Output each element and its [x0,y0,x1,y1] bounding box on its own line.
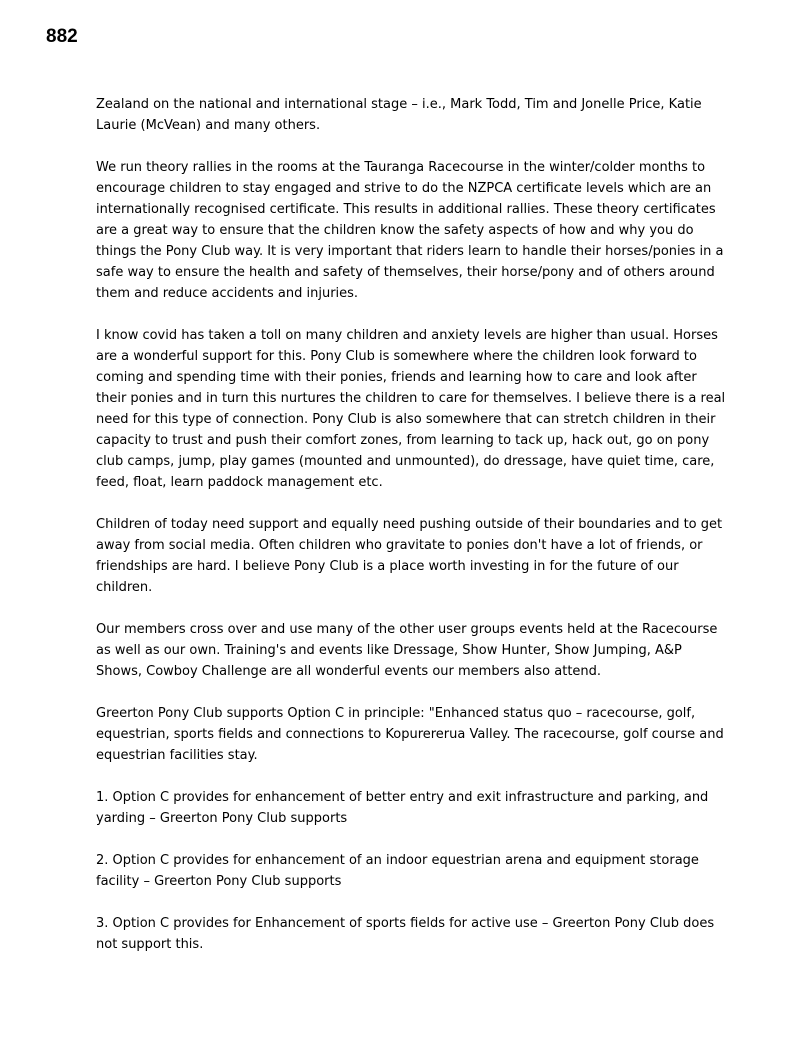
paragraph-option-c-item-3: 3. Option C provides for Enhancement of sports fields for active use – Greerton Pony Club does not support this. [96,916,715,952]
paragraph-option-c-item-2: 2. Option C provides for enhancement of an indoor equestrian arena and equipment storage facility – Greerton Pony Club supports [96,853,699,889]
paragraph-members-events: Our members cross over and use many of the other user groups events held at the Racecourse as well as our own. Training's and events like Dressage, Show Hunter, Show Jumping, A&P Shows, Cowboy Challenge are all wonderful events our members also attend. [96,622,718,679]
paragraph-option-c-principle: Greerton Pony Club supports Option C in principle: "Enhanced status quo – racecourse, golf, equestrian, sports fields and connections to Kopurererua Valley. The racecourse, golf course and equestrian facilities stay. [96,706,724,763]
paragraph-option-c-item-1: 1. Option C provides for enhancement of better entry and exit infrastructure and parking, and yarding – Greerton Pony Club supports [96,790,709,826]
paragraph-riders-stage: Zealand on the national and international stage – i.e., Mark Todd, Tim and Jonelle Price, Katie Laurie (McVean) and many others. [96,97,702,133]
paragraph-covid-support: I know covid has taken a toll on many children and anxiety levels are higher than usual. Horses are a wonderful support for this. Pony Club is somewhere where the children look forward to coming and spending time with their ponies, friends and learning how to care and look after their ponies and in turn this nurtures the children to care for themselves. I believe there is a real need for this type of connection. Pony Club is also somewhere that can stretch children in their capacity to trust and push their comfort zones, from learning to tack up, hack out, go on pony club camps, jump, play games (mounted and unmounted), do dressage, have quiet time, care, feed, float, learn paddock management etc. [96,328,726,490]
paragraph-theory-rallies: We run theory rallies in the rooms at the Tauranga Racecourse in the winter/colder months to encourage children to stay engaged and strive to do the NZPCA certificate levels which are an internationally recognised certificate. This results in additional rallies. These theory certificates are a great way to ensure that the children know the safety aspects of how and why you do things the Pony Club way. It is very important that riders learn to handle their horses/ponies in a safe way to ensure the health and safety of themselves, their horse/pony and of others around them and reduce accidents and injuries. [96,160,724,301]
paragraph-children-support: Children of today need support and equally need pushing outside of their boundaries and to get away from social media. Often children who gravitate to ponies don't have a lot of friends, or friendships are hard. I believe Pony Club is a place worth investing in for the future of our children. [96,517,723,595]
document-body [96,94,726,976]
page-number: 882 [46,26,78,47]
